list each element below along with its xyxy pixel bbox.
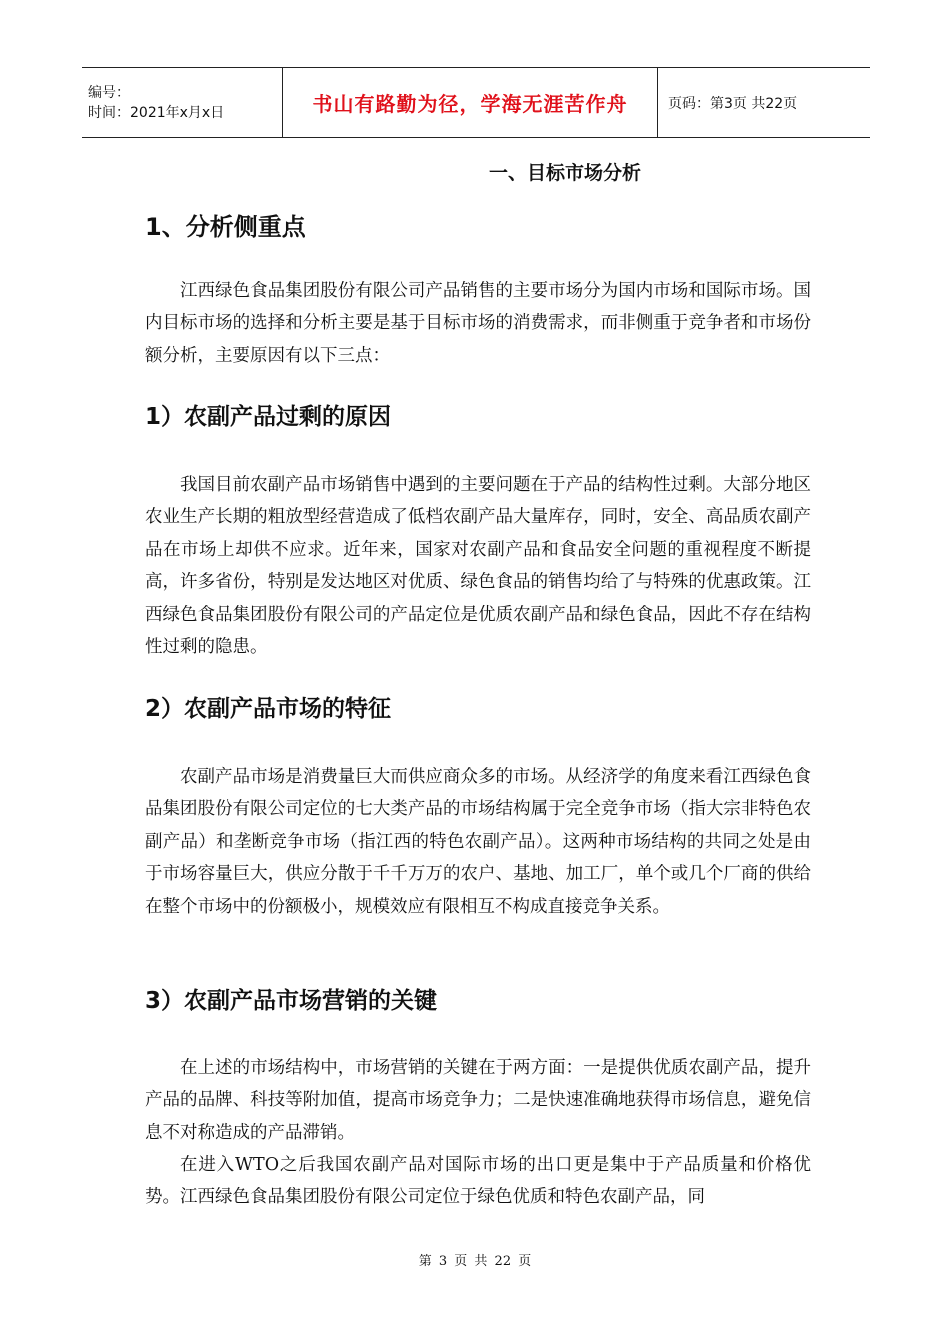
point1-heading: 1）农副产品过剩的原因 (145, 404, 392, 430)
document-number-label: 编号： (88, 84, 130, 101)
point2-heading: 2）农副产品市场的特征 (145, 696, 392, 722)
point1-paragraph: 我国目前农副产品市场销售中遇到的主要问题在于产品的结构性过剩。大部分地区农业生产长期的粗放型经营造成了低档农副产品大量库存，同时，安全、高品质农副产品在市场上却供不应求。近年来，国家对农副产品和食品安全问题的重视程度不断提高，许多省份，特别是发达地区对优质、绿色食品的销售均给了与特殊的优惠政策。江西绿色食品集团股份有限公司的产品定位是优质农副产品和绿色食品，因此不存在结构性过剩的隐患。 (145, 475, 811, 658)
subsection-title: 1、分析侧重点 (145, 213, 306, 241)
point3-paragraph-2: 在进入WTO之后我国农副产品对国际市场的出口更是集中于产品质量和价格优势。江西绿色食品集团股份有限公司定位于绿色优质和特色农副产品，同 (145, 1155, 811, 1208)
page-footer: 第 3 页 共 22 页 (418, 1254, 532, 1269)
section-title-text: 一、目标市场分析 (488, 162, 641, 184)
header-meta (82, 68, 283, 137)
section-title (0, 158, 950, 185)
page-header (82, 67, 870, 138)
point3-paragraph-1: 在上述的市场结构中，市场营销的关键在于两方面：一是提供优质农副产品，提升产品的品牌、科技等附加值，提高市场竞争力；二是快速准确地获得市场信息，避免信息不对称造成的产品滞销。 (145, 1058, 811, 1143)
intro-paragraph: 江西绿色食品集团股份有限公司产品销售的主要市场分为国内市场和国际市场。国内目标市场的选择和分析主要是基于目标市场的消费需求，而非侧重于竞争者和市场份额分析，主要原因有以下三点： (145, 281, 811, 366)
point3-heading: 3）农副产品市场营销的关键 (145, 988, 438, 1014)
point2-paragraph: 农副产品市场是消费量巨大而供应商众多的市场。从经济学的角度来看江西绿色食品集团股份有限公司定位的七大类产品的市场结构属于完全竞争市场（指大宗非特色农副产品）和垄断竞争市场（指江西的特色农副产品）。这两种市场结构的共同之处是由于市场容量巨大，供应分散于千千万万的农户、基地、加工厂，单个或几个厂商的供给在整个市场中的份额极小，规模效应有限相互不构成直接竞争关系。 (145, 767, 811, 917)
header-motto: 书山有路勤为径，学海无涯苦作舟 (283, 68, 658, 137)
header-page-info: 页码：第3页 共22页 (668, 95, 798, 112)
document-time-label: 时间：2021年x月x日 (88, 104, 225, 121)
